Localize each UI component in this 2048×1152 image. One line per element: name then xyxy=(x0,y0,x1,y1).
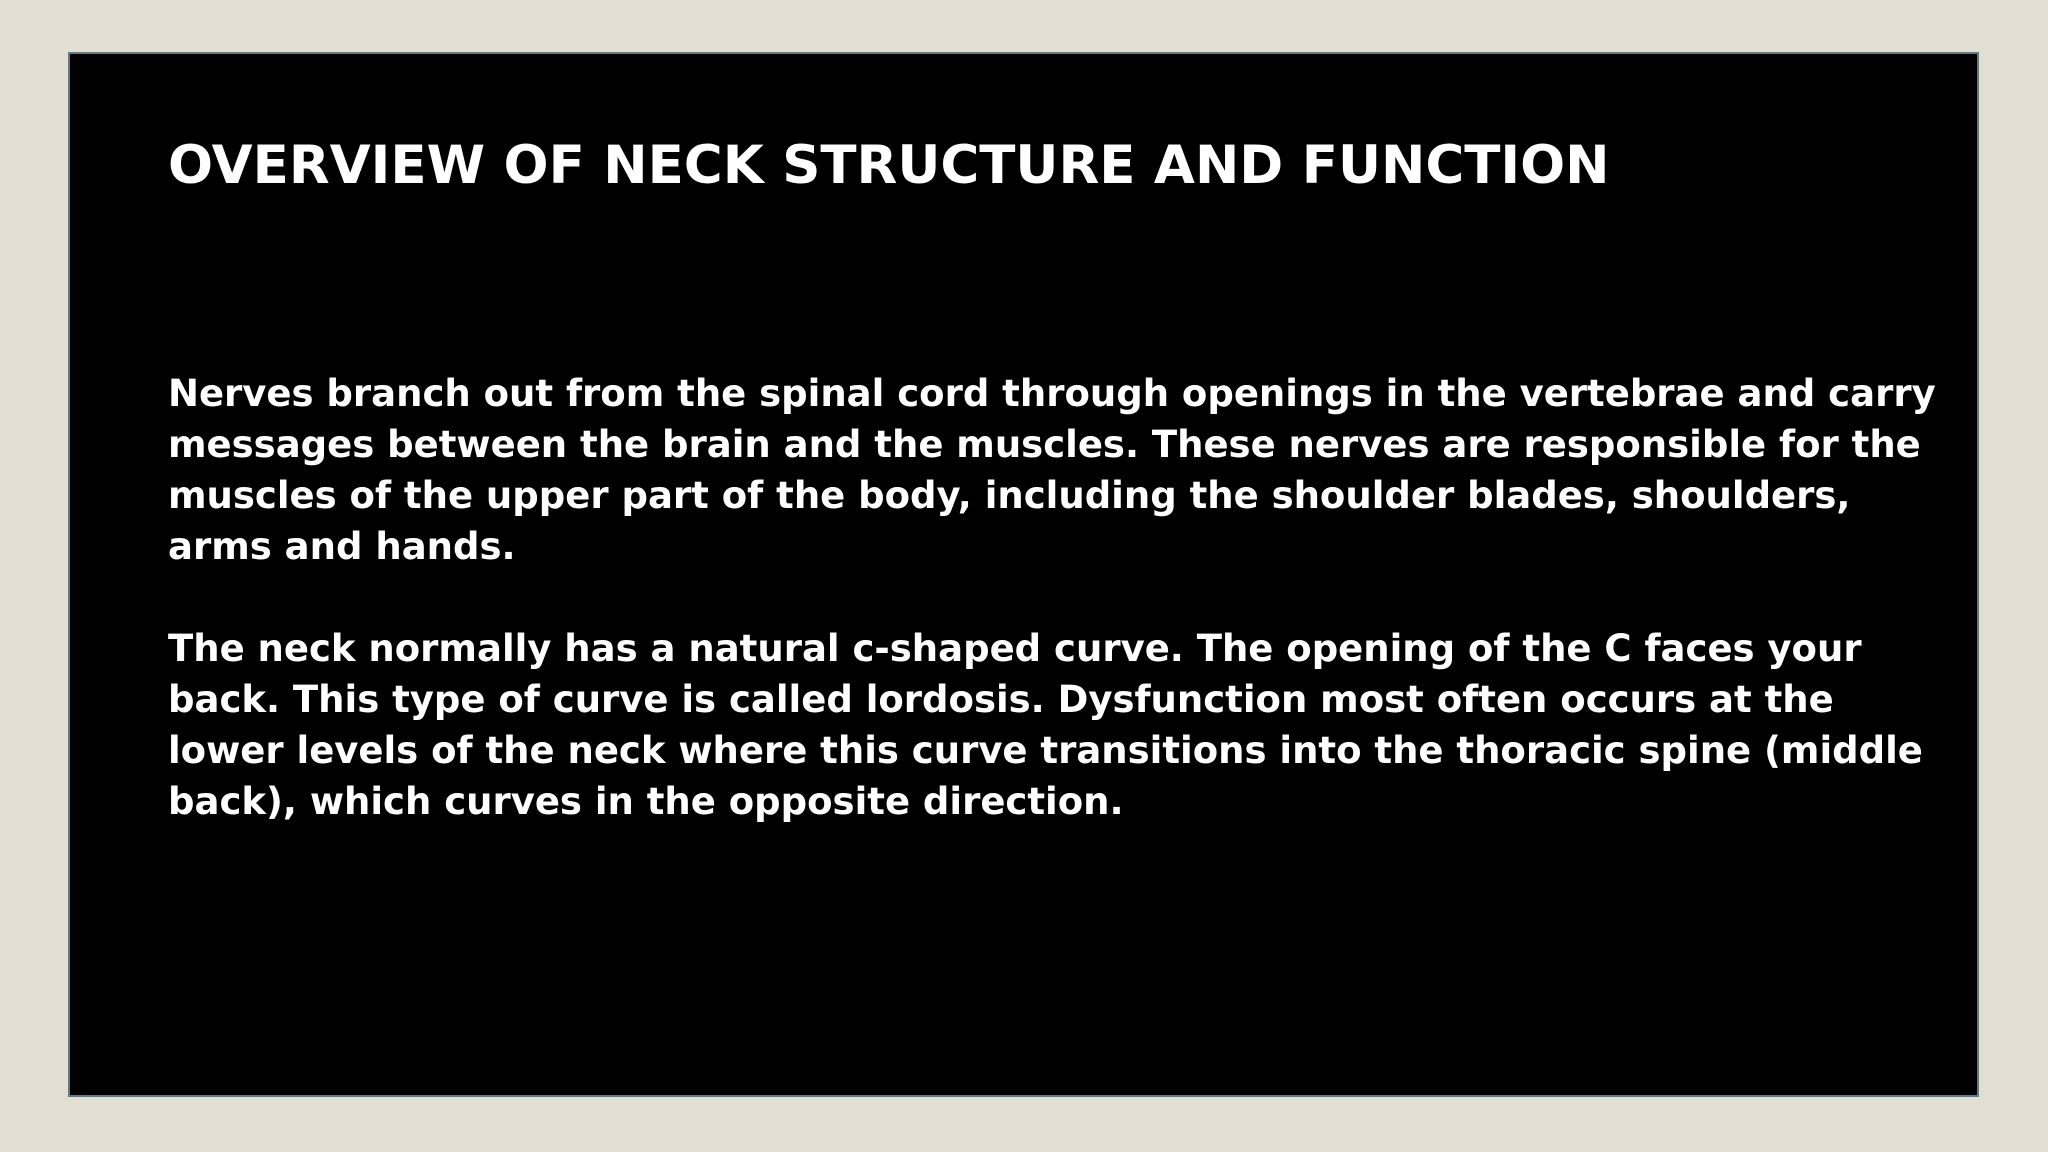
paragraph-neck-curve: The neck normally has a natural c-shaped curve. The opening of the C faces your back. This type of curve is called lordosis. Dysfunction most often occurs at the lower levels of the neck where this curve transitions into the thoracic spine (middle back), which curves in the opposite direction. xyxy=(168,627,1923,823)
slide-title: OVERVIEW OF NECK STRUCTURE AND FUNCTION xyxy=(168,135,1610,196)
paragraph-nerves: Nerves branch out from the spinal cord through openings in the vertebrae and carry messages between the brain and the muscles. These nerves are responsible for the muscles of the upper part of the body, including the shoulder blades, shoulders, arms and hands. xyxy=(168,372,1936,568)
slide-body xyxy=(168,368,1948,827)
slide-panel xyxy=(68,52,1979,1097)
